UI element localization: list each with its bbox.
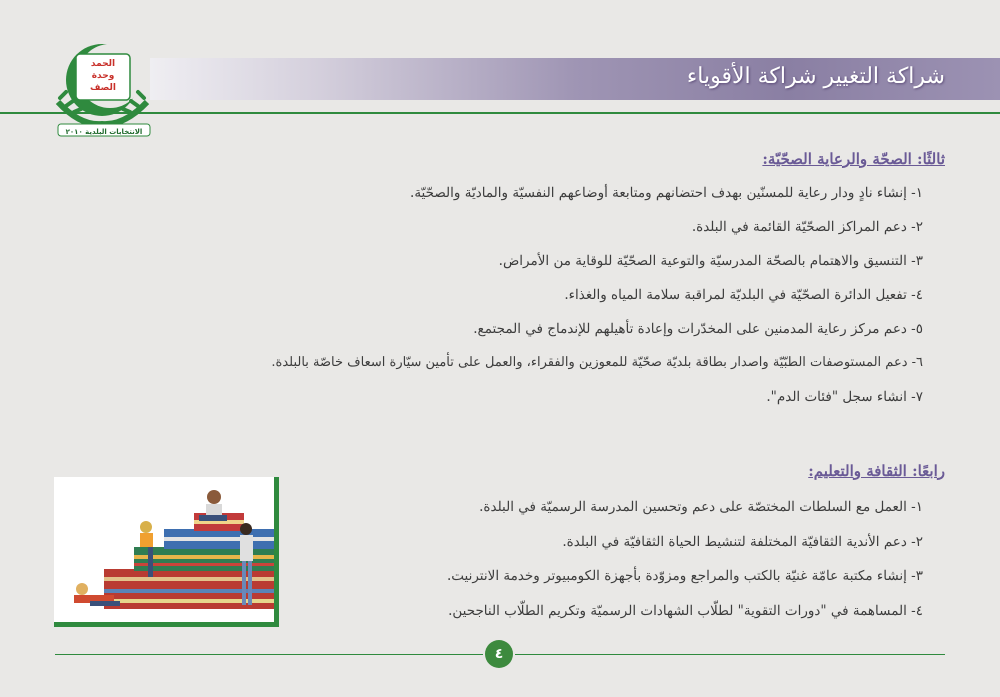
logo-slogan <box>78 58 128 94</box>
list-item: ٢- دعم المراكز الصحّيّة القائمة في البلدة. <box>691 219 923 235</box>
list-item: ٣- إنشاء مكتبة عامّة غنيّة بالكتب والمراجع ومزوّدة بأجهزة الكومبيوتر وخدمة الانترنيت. <box>446 568 923 584</box>
campaign-logo <box>50 32 155 140</box>
culture-list <box>447 490 945 628</box>
list-item: ٣- التنسيق والاهتمام بالصحّة المدرسيّة والتوعية الصحّيّة للوقاية من الأمراض. <box>498 253 923 269</box>
list-item: ٦- دعم المستوصفات الطبّيّة واصدار بطاقة بلديّة صحّيّة للمعوزين والفقراء، والعمل على تأمين سيّارة اسعاف خاصّة بالبلدة. <box>271 355 923 370</box>
logo-line-2: وحدة <box>91 71 115 81</box>
students-illustration <box>54 477 274 622</box>
students-books-photo <box>54 477 279 627</box>
list-item: ١- العمل مع السلطات المختصّة على دعم وتحسين المدرسة الرسميّة في البلدة. <box>479 499 923 515</box>
logo-line-1: الحمد <box>90 59 116 69</box>
footer-divider-right <box>515 654 945 655</box>
section-heading: ثالثًا: الصحّة والرعاية الصحّيّة: <box>762 150 945 168</box>
page-number: ٤ <box>485 640 513 668</box>
health-list <box>271 176 945 414</box>
logo-ribbon: الانتخابات البلدية ٢٠١٠ <box>65 128 143 136</box>
footer-divider-left <box>55 654 483 655</box>
list-item: ١- إنشاء نادٍ ودار رعاية للمسنّين بهدف احتضانهم ومتابعة أوضاعهم النفسيّة والماديّة والصحّيّة. <box>410 185 923 201</box>
culture-education-section <box>447 462 945 628</box>
list-item: ٤- تفعيل الدائرة الصحّيّة في البلديّة لمراقبة سلامة المياه والغذاء. <box>564 287 923 303</box>
list-item: ٢- دعم الأندية الثقافيّة المختلفة لتنشيط الحياة الثقافيّة في البلدة. <box>562 533 923 550</box>
health-section <box>271 150 945 414</box>
logo-line-3: الصف <box>89 83 117 93</box>
page-title: شراكة التغيير شراكة الأقوياء <box>686 64 945 89</box>
section-heading: رابعًا: الثقافة والتعليم: <box>808 462 945 480</box>
list-item: ٥- دعم مركز رعاية المدمنين على المخدّرات وإعادة تأهيلهم للإندماج في المجتمع. <box>473 321 923 337</box>
list-item: ٤- المساهمة في "دورات التقوية" لطلّاب الشهادات الرسميّة وتكريم الطلّاب الناجحين. <box>448 602 923 619</box>
list-item: ٧- انشاء سجل "فئات الدم". <box>766 389 923 405</box>
